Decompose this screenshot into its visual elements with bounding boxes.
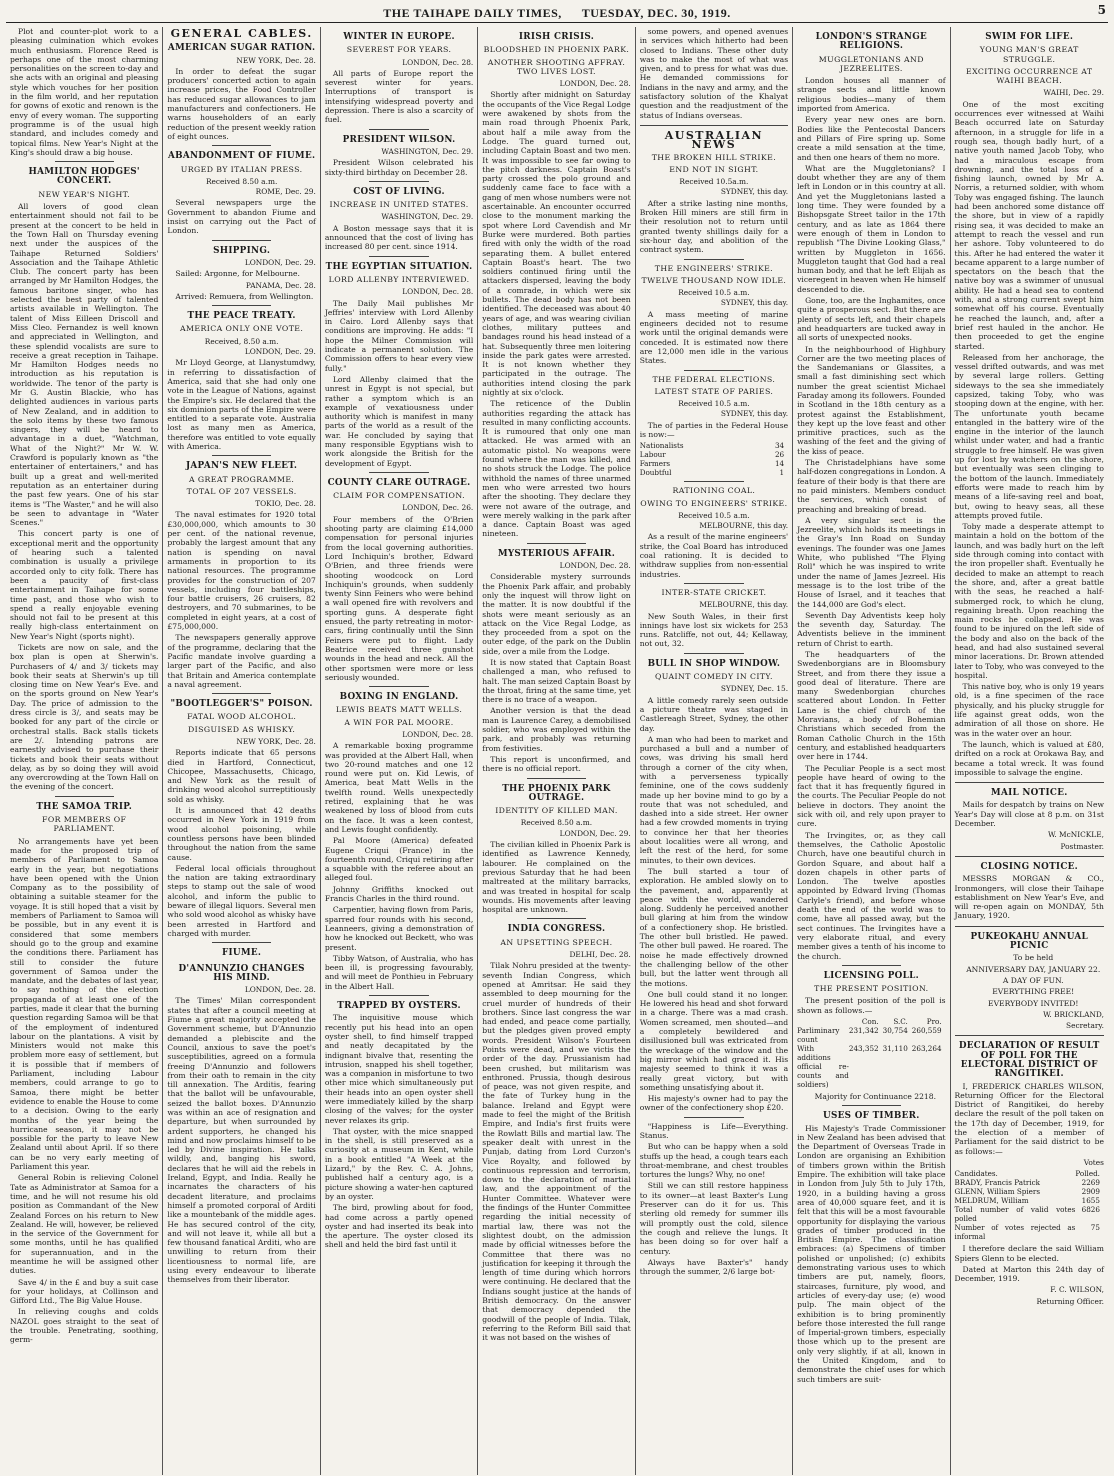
poll-majority: Majority for Continuance 2218. xyxy=(814,1091,936,1101)
article-paragraph: One bull could stand it no longer. He lowered his head and shot forward in a charge. There was a mad crash. Women screamed, men shouted—and a completely bewildered and disillusioned bull was extricated from the wreckage of the window and the big mirror which had graced it. His majesty seemed to think it was a really great victory, but with something unsatisfying about it. xyxy=(639,989,789,1092)
dateline: MELBOURNE, this day. xyxy=(699,600,789,610)
divider xyxy=(842,965,901,966)
subhead: A WIN FOR PAL MOORE. xyxy=(344,717,454,727)
headline-phoenix-park: THE PHOENIX PARK OUTRAGE. xyxy=(502,783,611,803)
headline-boxing: BOXING IN ENGLAND. xyxy=(339,692,459,703)
headline-closing-notice: CLOSING NOTICE. xyxy=(980,861,1079,872)
article-paragraph: Considerable mystery surrounds the Phoenix Park affair, and probably only the inquest will throw light on the matter. It is now doubtful if the shots were meant seriously as an attack on the Vice Regal Lodge, as they proceeded from a spot on the outer edge, of the park on the Dublin side, over a mile from the Lodge. xyxy=(482,572,631,656)
received-time: Received, 8.50 a.m. xyxy=(204,336,279,346)
article-paragraph: The Times' Milan correspondent states that after a council meeting at Fiume a great majority accepted the Government scheme, but D'Annunzio demanded a plebiscite and the Council, anxious to save the poet's susceptibilities, agreed on a formula freeing D'Annunzio and followers from their oath to remain in the city till annexation. The Arditis, fearing that the ballot will be unfavourable, seized the ballot boxes. D'Annunzio was within an ace of resignation and departure, but when surrounded by ardent supporters, he changed his mind and now proclaims himself to be led by Divine inspiration. He talks wildly, and, banging his sword, declares that he will aid the rebels in Ireland, Egypt, and India. Really he incarnates the characters of his decadent literature, and proclaims himself a promoted corporal of Arditi like a mountebank of the middle ages. He has secured control of the city, and will not leave it, while all but a few thousand fanatical Arditi, who are unwilling to return from their licentiousness to normal life, are using every endeavour to liberate themselves from their liberator. xyxy=(167,996,316,1285)
article-paragraph: Lord Allenby claimed that the unrest in Egypt is not special, but rather a symptom which is an example of vexatiousness under authority which is manifest in many parts of the world as a result of the war. He concluded by saying that many responsible Egyptians wish to work alongside the British for the development of Egypt. xyxy=(324,374,474,468)
article-paragraph: The Christadelphians have some half-dozen congregations in London. A feature of their body is that there are no paid ministers. Members conduct the services, which consist of preaching and breaking of bread. xyxy=(797,458,946,514)
subhead: AN UPSETTING SPEECH. xyxy=(500,937,613,947)
article-paragraph: The bull started a tour of exploration. He ambled slowly on to the pavement, and, apparently at peace with the world, wandered along. Suddenly he perceived another bull glaring at him from the window of a confectionery shop. He bristled. The other bull bristled. He pawed. The other bull pawed. He roared. The noise he made effectively drowned the challenging bellow of the other bull, but the latter went through all the motions. xyxy=(639,866,789,988)
subhead: FATAL WOOD ALCOHOL. xyxy=(187,712,297,722)
divider xyxy=(955,1035,1104,1036)
received-time: Received 10.5 a.m. xyxy=(678,510,750,520)
dateline: LONDON, Dec. 26. xyxy=(402,503,474,513)
headline-mail-notice: MAIL NOTICE. xyxy=(990,788,1068,799)
table-header-row: Candidates. Polled. xyxy=(954,1169,1100,1179)
picnic-line: EVERYTHING FREE! xyxy=(992,987,1075,997)
headline-dannunzio: D'ANNUNZIO CHANGES HIS MIND. xyxy=(178,963,305,983)
dateline: SYDNEY, Dec. 15. xyxy=(720,684,789,694)
article-paragraph: All lovers of good clean entertainment should not fail to be present at the concert to be held in the Town Hall on Thursday evening next under the auspices of the Taihape Returned Soldiers' Association and the Taihape Athletic Club. The concert party has been arranged by Mr Hamilton Hodges, the famous baritone singer, who has selected the best party of talented artists available in Wellington. The talent of Miss Eilleen Driscoll and Miss Cleo. Fernandez is well known and appreciated in Wellington, and these splendid vocalists are sure to receive a great reception in Taihape. Mr Hamilton Hodges needs no introduction as his reputation is worldwide. The tenor of the party is Mr G. Austin Blackie, who has delighted audiences in various parts of New Zealand, and in addition to the solo items by these two famous singers, they will be heard to advantage in a duet, "Watchman, What of the Night?" Mr W. W. Crawford is popularly known as "the entertainer of entertainers," and has built up a great and well-merited reputation as an entertainer during the past few years. One of his star items is "The Waster," and he will also be seen to advantage in "Water Scenes." xyxy=(10,202,159,528)
article-paragraph: It is now stated that Captain Boast challenged a man, who refused to halt. The man seized Captain Boast by the throat, firing at the same time, yet there is no trace of a weapon. xyxy=(482,658,631,705)
table-row: With additions official re-counts and soldiers) 243,352 31,110 263,264 xyxy=(797,1043,942,1089)
headline-irish-crisis: IRISH CRISIS. xyxy=(518,32,595,42)
divider xyxy=(212,145,271,146)
subhead: THE BROKEN HILL STRIKE. xyxy=(651,152,777,162)
subhead: THE ENGINEERS' STRIKE. xyxy=(654,263,774,273)
article-paragraph: Released from her anchorage, the vessel drifted outwards, and was met by several large rollers. Getting sideways to the sea she immediately capsized, taking Toby, who was stooping down at the engine, with her. The unfortunate youth became entangled in the battery wire of the engine in the interior of the launch whilst under water, and had a frantic struggle to free himself. He was given up for lost by watchers on the shore, but eventually was seen clinging to the bottom of the launch. Immediately efforts were made to reach him by means of a life-saving reel and boat, but, owing to heavy seas, all these attempts proved futile. xyxy=(954,352,1104,520)
headline-trapped-oysters: TRAPPED BY OYSTERS. xyxy=(337,1001,461,1012)
subhead: NEW YEAR'S NIGHT. xyxy=(38,189,130,199)
article-paragraph: The bird, prowling about for food, had come across a partly opened oyster and had inserted its beak into the aperture. The oyster closed its shell and held the bird fast until it xyxy=(324,1203,474,1250)
divider xyxy=(842,1105,901,1106)
headline-japan-fleet: JAPAN'S NEW FLEET. xyxy=(185,461,298,472)
subhead: THE FEDERAL ELECTIONS. xyxy=(652,374,776,384)
dateline: LONDON, Dec. 29. xyxy=(559,828,631,838)
subhead: EXCITING OCCURRENCE AT WAIHI BEACH. xyxy=(966,66,1093,86)
article-paragraph: Tickets are now on sale, and the box plan is open at Sherwin's. Purchasers of 4/ and 3/ tickets may book their seats at Sherwin's up till closing time on New Year's Eve. and on the sports ground on New Year's Day. The price of admission to the dress circle is 3/, and seats may be booked for any part of the circle or orchestral stalls. Back stalls tickets are 2/. Intending patrons are earnestly advised to purchase their tickets and book their seats without delay, as by so doing they will avoid any overcrowding at the Town Hall on the evening of the concert. xyxy=(10,643,159,792)
column-2 xyxy=(163,27,320,1475)
article-paragraph: The newspapers generally approve of the programme, declaring that the Pacific mandate involve guarding a larger part of the Pacific, and also that Britain and America contemplate a naval agreement. xyxy=(167,633,316,689)
divider xyxy=(212,693,271,694)
subhead: QUAINT COMEDY IN CITY. xyxy=(654,672,773,682)
picnic-line: ANNIVERSARY DAY, JANUARY 22. xyxy=(966,964,1101,974)
signature: F. C. WILSON, xyxy=(1050,1285,1104,1295)
picnic-line: EVERYBODY INVITED! xyxy=(988,998,1079,1008)
dateline: DELHI, Dec. 28. xyxy=(569,950,631,960)
article-paragraph: The naval estimates for 1920 total £30,000,000, which amounts to 30 per cent. of the national revenue, probably the largest amount that any nation is spending on naval armaments in proportion to its national resources. The programme provides for the construction of 207 vessels, including four battleships, four battle cruisers, 26 cruisers, 82 destroyers, and 70 submarines, to be completed in eight years, at a cost of £75,000,000. xyxy=(167,510,316,632)
dateline: MELBOURNE, this day. xyxy=(699,521,789,531)
table-row: GLENN, William Spiers 2909 xyxy=(954,1187,1100,1197)
article-paragraph: Several newspapers urge the Government to abandon Fiume and insist on carrying out the Pact of London. xyxy=(167,198,316,236)
divider xyxy=(684,481,743,482)
headline-mysterious-affair: MYSTERIOUS AFFAIR. xyxy=(497,548,616,559)
subhead: IDENTITY OF KILLED MAN. xyxy=(495,806,618,816)
article-paragraph: Mr Lloyd George, at Llanystumdwy, in referring to dissatisfaction of America, said that she had only one vote in the League of Nations, against the Empire's six. He declared that the six dominion parts of the Empire were entitled to a separate vote. Australia lost as many men as America, therefore was entitled to vote equally with America. xyxy=(167,358,316,451)
election-table xyxy=(955,1169,1104,1241)
dateline: LONDON, Dec. 29. xyxy=(244,257,316,267)
signature-title: Postmaster. xyxy=(1060,841,1104,851)
column-3 xyxy=(321,27,478,1475)
masthead-date: TUESDAY, DEC. 30, 1919. xyxy=(581,5,731,20)
party-table xyxy=(640,441,788,477)
dateline: LONDON, Dec. 28. xyxy=(244,985,316,995)
article-paragraph: Federal local officials throughout the nation are taking extraordinary steps to stamp out the sale of wood alcohol, and inform the public to beware of illegal liquors. Several men who sold wood alcohol as whisky have been arrested in Hartford and charged with murder. xyxy=(167,863,316,938)
headline-bull-shop-window: BULL IN SHOP WINDOW. xyxy=(647,658,781,669)
advert-paragraph: In relieving coughs and colds NAZOL goes straight to the seat of the trouble. Penetrating, soothing, germ- xyxy=(10,1307,159,1345)
subhead: LATEST STATE OF PARIES. xyxy=(654,386,774,396)
notice-paragraph: Mails for despatch by trains on New Year's Day will close at 8 p.m. on 31st December. xyxy=(954,800,1104,829)
table-row: MELDRUM, William 1655 xyxy=(954,1196,1100,1206)
dateline: SYDNEY, this day. xyxy=(720,298,789,308)
received-time: Received 10.5 a.m. xyxy=(678,399,750,409)
subhead: CLAIM FOR COMPENSATION. xyxy=(333,491,465,501)
headline-shipping: SHIPPING. xyxy=(213,245,271,256)
article-paragraph: Tibby Watson, of Australia, who has been ill, is progressing favourably, and will meet de Ponthieu in February in the Albert Hall. xyxy=(324,953,474,991)
subhead: URGED BY ITALIAN PRESS. xyxy=(180,164,303,174)
dateline: TOKIO, Dec. 28. xyxy=(255,499,316,509)
divider xyxy=(527,543,586,544)
headline-president-wilson: PRESIDENT WILSON. xyxy=(342,134,456,145)
advert-paragraph: Save 4/ in the £ and buy a suit case for your holidays, at Collinson and Gifford Ltd., The Big Value House. xyxy=(10,1277,159,1306)
article-paragraph: A Boston message says that it is announced that the cost of living has increased 80 per cent. since 1914. xyxy=(324,223,474,252)
article-paragraph: All parts of Europe report the severest winter for years. Interruptions of transport is intensifying widespread poverty and depression. There is also a scarcity of fuel. xyxy=(324,68,474,125)
divider xyxy=(527,778,586,779)
divider xyxy=(640,125,788,126)
masthead xyxy=(6,4,1108,23)
table-row: Farmers 14 xyxy=(639,459,785,469)
article-paragraph: The present position of the poll is shown as follows.— xyxy=(797,996,946,1015)
dateline: SYDNEY, this day. xyxy=(720,187,789,197)
subhead: SEVEREST FOR YEARS. xyxy=(346,45,452,55)
article-paragraph: A man who had been to market and purchased a bull and a number of cows, was driving his small herd through a corner of the city when, with a perverseness typically feminine, one of the cows suddenly made up her bovine mind to go by a route that was not scheduled, and dashed into a side street. Her owner had a few crowded moments in trying to convince her that her theories about localities were all wrong, and left the rest of the herd, for some minutes, to their own devices. xyxy=(639,734,789,865)
article-paragraph: A very singular sect is the Jezreelite, which holds its meetings in the Gray's Inn Road on Sunday evenings. The founder was one James White, who published "The Flying Roll" which he was inspired to write under the name of James Jezreel. His message is to the lost tribe of the House of Israel, and it teaches that the 144,000 are God's elect. xyxy=(797,515,946,609)
article-paragraph: Pal Moore (America) defeated Eugene Criqui (France) in the fourteenth round, Criqui retiring after a squabble with the referee about an alleged foul. xyxy=(324,836,474,883)
signature-title: Returning Officer. xyxy=(1036,1296,1104,1306)
subhead: LORD ALLENBY INTERVIEWED. xyxy=(328,274,470,284)
article-paragraph: Reports indicate that 65 persons died in Hartford, Connecticut, Chicopee, Massachusetts, Chicago, and New York as the result of drinking wood alcohol surreptitiously sold as whisky. xyxy=(167,748,316,804)
divider xyxy=(369,129,428,130)
article-paragraph: President Wilson celebrated his sixty-third birthday on December 28. xyxy=(324,158,474,177)
subhead: THE PRESENT POSITION. xyxy=(814,984,929,994)
divider xyxy=(684,259,743,260)
section-title-australian-news: AUSTRALIAN NEWS xyxy=(664,128,764,152)
headline-egyptian-situation: THE EGYPTIAN SITUATION. xyxy=(325,261,473,272)
notice-paragraph: Dated at Marton this 24th day of December, 1919. xyxy=(954,1264,1104,1284)
table-row: Number of votes rejected as informal 75 xyxy=(954,1223,1100,1242)
subhead: MUGGLETONIANS AND JEZREELITES. xyxy=(818,54,924,73)
article-paragraph: This report is unconfirmed, and there is no official report. xyxy=(482,754,631,774)
headline-county-clare: COUNTY CLARE OUTRAGE. xyxy=(327,477,471,488)
headline-sugar-ration: AMERICAN SUGAR RATION. xyxy=(167,43,316,54)
column-4 xyxy=(478,27,635,1475)
article-paragraph: After a strike lasting nine months, Broken Hill miners are still firm in their resolution not to return until granted twenty shillings daily for a six-hour day, and abolition of the contract system. xyxy=(639,198,789,255)
dateline: WAIHI, Dec. 29. xyxy=(1043,88,1104,98)
dateline: WASHINGTON, Dec. 29. xyxy=(381,212,474,222)
signature-title: Secretary. xyxy=(1066,1021,1104,1031)
article-paragraph: A remarkable boxing programme was provided at the Albert Hall, when two 20-round matches and one 12 round were put on. Kid Lewis, of America, beat Matt Wells in the twelfth round. Wells unexpectedly retired, explaining that he was weakened by loss of blood from cuts on the face. It was a keen contest, and Lewis fought confidently. xyxy=(324,741,474,834)
divider xyxy=(955,856,1104,857)
article-paragraph: One of the most exciting occurrences ever witnessed at Waihi Beach occurred late on Saturday afternoon, in a struggle for life in a rough sea, though badly hurt, of a native youth named Jacob Toby, who had a miraculous escape from drowning, and the total loss of a fishing launch, owned by Mr A. Norris, a returned soldier, with whom Toby was engaged fishing. The launch had been anchored some distance off the shore, but in view of a rapidly rising sea, it was decided to make an attempt to reach the vessel and run her ashore. Toby volunteered to do this. After he had entered the water it became apparent to a large number of spectators on the beach that the native boy was a swimmer of unusual ability. He had a head sea to contend with, and a strong current swept him somewhat off his course. Eventually he reached the launch, and, after a brief rest hauled in the anchor. He then proceeded to get the engine started. xyxy=(954,99,1104,351)
divider xyxy=(55,161,114,162)
headline-fiume-2: FIUME. xyxy=(221,948,262,959)
headline-peace-treaty: THE PEACE TREATY. xyxy=(187,311,296,322)
divider xyxy=(684,653,743,654)
headline-bootlegger: "BOOTLEGGER'S" POISON. xyxy=(170,699,313,710)
received-time: Received 8.50 a.m. xyxy=(520,818,593,828)
article-paragraph: It is announced that 42 deaths occurred in New York in 1919 from wood alcohol poisoning, while countless persons have been blinded throughout the nation from the same cause. xyxy=(167,806,316,862)
dateline: NEW YORK, Dec. 28. xyxy=(236,55,316,65)
votes-label: Votes xyxy=(1083,1157,1104,1167)
headline-samoa-trip: THE SAMOA TRIP. xyxy=(36,801,133,812)
column-6 xyxy=(793,27,950,1475)
dateline: WASHINGTON, Dec. 29. xyxy=(381,146,474,156)
signature: W. McNICKLE, xyxy=(1048,830,1104,840)
article-paragraph: Every year new ones are born. Bodies like the Pentecostal Dancers and Pillars of Fire spring up. Some create a mild sensation at the time, and then one hears of them no more. xyxy=(797,115,946,162)
shipping-line: Sailed: Argonne, for Melbourne. xyxy=(175,269,300,279)
article-paragraph: In order to defeat the sugar producers' concerted action to again increase prices, the Food Controller has reduced sugar allowances to jam manufacturers and confectioners. He warns householders of an early reduction of the present weekly ration of eight ounces. xyxy=(167,66,316,141)
article-paragraph: Shortly after midnight on Saturday the occupants of the Vice Regal Lodge were awakened by shots from the main road through Phoenix Park, about half a mile away from the Lodge. The guard turned out, including Captain Boast and two men. It was impossible to see far owing to the pitch darkness. Captain Boast's party crossed the polo ground and suddenly came face to face with a gang of men whose numbers were not ascertainable. An encounter occurred close to the monument marking the spot where Lord Cavendish and Mr Burke were murdered. Both parties fired with only the width of the road separating them. A bullet entered Captain Boast's heart. The two soldiers continued firing until the attackers dispersed, leaving the body of a comrade, in which were six bullets. The dead body has not been identified. The deceased was about 40 years of age, and was wearing civilian clothes, military puttees and bandages round his head instead of a hat. Subsequently three men loitering inside the park gates were arrested. It is not known whether they participated in the outrage. The authorities intend closing the park nightly at six o'clock. xyxy=(482,90,631,397)
subhead: AMERICA ONLY ONE VOTE. xyxy=(179,324,304,334)
divider xyxy=(684,583,743,584)
article-paragraph: A little comedy rarely seen outside a picture theatre was staged in Castlereagh Street, Sydney, the other day. xyxy=(639,695,789,733)
dateline: SYDNEY, this day. xyxy=(720,409,789,419)
dateline: LONDON, Dec. 29. xyxy=(244,347,316,357)
advert-paragraph: Still we can still restore happiness to its owner—at least Baxter's Lung Preserver can do it for us. This sterling old remedy for summer ills will promptly oust the cold, silence the cough and relieve the lungs. It has been doing so for over half a century. xyxy=(639,1181,789,1256)
headline-swim-for-life: SWIM FOR LIFE. xyxy=(985,32,1074,42)
column-5 xyxy=(636,27,793,1475)
article-paragraph: The reticence of the Dublin authorities regarding the attack has resulted in many conflicting accounts. It is rumoured that only one man attacked. He was armed with an automatic pistol. No weapons were found where the man was killed, and no shots struck the Lodge. The police withhold the names of three unarmed men who were arrested two hours after the shooting. They declare they were not aware of the outrage, and were merely walking in the park after a dance. Captain Boast was aged nineteen. xyxy=(482,399,631,539)
subhead: RATIONING COAL. xyxy=(672,486,756,496)
divider xyxy=(369,256,428,257)
subhead: BLOODSHED IN PHOENIX PARK. xyxy=(483,45,630,55)
headline-hamilton-hodges: HAMILTON HODGES' CONCERT. xyxy=(28,167,140,187)
article-paragraph: Gone, too, are the Inghamites, once quite a prosperous sect. But there are plenty of sects left, and their chapels and headquarters are tucked away in all sorts of unexpected nooks. xyxy=(797,296,946,343)
column-7 xyxy=(951,27,1108,1475)
subhead: FOR MEMBERS OF PARLIAMENT. xyxy=(42,815,127,834)
article-paragraph: The Irvingites, or, as they call themselves, the Catholic Apostolic Church, have one beautiful church in Gordon Square, and about half a dozen chapels in other parts of London. The twelve apostles appointed by Edward Irving (Thomas Carlyle's friend), and before whose death the end of the world was to come, have all passed away, but the sect continues. The Irvingites have a very elaborate ritual, and every member gives a tenth of his income to the church. xyxy=(797,830,946,961)
notice-paragraph: I, FREDERICK CHARLES WILSON, Returning Officer for the Electoral District of Rangitikei, do hereby declare the result of the poll taken on the 17th day of December, 1919, for the election of a member of Parliament for the said district to be as follows:— xyxy=(954,1081,1104,1156)
divider xyxy=(369,181,428,182)
notice-paragraph: MESSRS MORGAN & CO., Ironmongers, will close their Taihape establishment on New Year's Eve, and will re-open again on MONDAY, 5th January, 1920. xyxy=(954,874,1104,921)
divider xyxy=(212,455,271,456)
article-paragraph: His Majesty's Trade Commissioner in New Zealand has been advised that the Department of Overseas Trade in London are organising an Exhibition of timbers grown within the British Empire. The exhibition will take place in London from July 5th to July 17th, 1920, in a building having a gross area of 40,000 square feet, and it is felt that this will be a most favourable opportunity for displaying the various grades of timber produced in the British Empire. The classification embraces: (a) Specimens of timber polished or unpolished; (c) exhibits demonstrating various uses to which timbers are put, namely, floors, staircases, furniture, ply wood, and articles of every-day use; (e) wood pulp. The main object of the exhibition is to bring prominently before those interested the full range of Imperial-grown timbers, especially those which up to the present are only very slightly, if at all, known in the United Kingdom, and to demonstrate the chief uses for which such timbers are suit- xyxy=(797,1123,946,1384)
headline-london-religions: LONDON'S STRANGE RELIGIONS. xyxy=(815,32,928,52)
subhead: INTER-STATE CRICKET. xyxy=(661,587,767,597)
article-paragraph: General Robin is relieving Colonel Tate as Administrator at Samoa for a time, and he will not resume his old position as Commandant of the New Zealand Forces on his return to New Zealand. He will, however, be relieved in the service of the Government for some months, until he has qualified for superannuation, and in the meantime he will be assigned other duties. xyxy=(10,1173,159,1276)
dateline: LONDON, Dec. 28. xyxy=(559,561,631,571)
divider xyxy=(212,240,271,241)
article-paragraph: Another version is that the dead man is Laurence Carey, a demobilised soldier, who was employed within the park, and probably was returning from festivities. xyxy=(482,706,631,753)
picnic-line: A DAY OF FUN. xyxy=(1002,975,1064,985)
article-paragraph: His majesty's owner had to pay the owner of the confectionery shop £20. xyxy=(639,1094,789,1113)
table-row: Total number of valid votes polled 6826 xyxy=(954,1205,1100,1224)
subhead: TOTAL OF 207 VESSELS. xyxy=(186,486,297,496)
signature: W. BRICKLAND, xyxy=(1043,1009,1104,1019)
article-paragraph: No arrangements have yet been made for the proposed trip of members of Parliament to Samoa early in the year, but negotiations have been opened with the Union Company as to the possibility of obtaining a suitable steamer for the voyage. It is still hoped that a visit by members of Parliament to Samoa will be possible, but in any event it is considered that some members should go to the group and examine the conditions there. Parliament has still to consider the future government of Samoa under the mandate, and the debates of last year, to say nothing of the election propaganda of at least one of the parties, made it clear that the burning question regarding Samoa will be that of the employment of indentured labour on the plantations. A visit by Ministers would not make this problem more easy of settlement, but it is possible that if members of Parliament, including Labour members, could arrange to go to Samoa, there might be better evidence to enable the House to come to a decision. Owing to the early months of the year being the hurricane season, it may not be possible for the party to leave New Zealand until about April. If so there can be no very early meeting of Parliament this year. xyxy=(10,836,159,1172)
poll-table xyxy=(797,1017,945,1089)
subhead: OWING TO ENGINEERS' STRIKE. xyxy=(640,498,788,508)
masthead-title: THE TAIHAPE DAILY TIMES, xyxy=(383,5,562,20)
subhead: LEWIS BEATS MATT WELLS. xyxy=(335,705,463,715)
article-paragraph: As a result of the marine engineers' strike, the Coal Board has introduced coal rationing. It is decided to withdraw supplies from non-essential industries. xyxy=(639,532,789,579)
dateline: LONDON, Dec. 28. xyxy=(402,730,474,739)
subhead: ANOTHER SHOOTING AFFRAY. TWO LIVES LOST. xyxy=(487,57,626,76)
table-header-row: Con. S.C. Pro. xyxy=(861,1016,942,1026)
article-paragraph: Carpentier, having flown from Paris, sparred four rounds with his second, Leanneers, giving a demonstration of how he knocked out Beckett, who was present. xyxy=(324,905,474,952)
notice-paragraph: I therefore declare the said William Spiers Glenn to be elected. xyxy=(954,1244,1104,1263)
headline-declaration: DECLARATION OF RESULT OF POLL FOR THE ELECTORAL DISTRICT OF RANGITIKEI. xyxy=(958,1041,1100,1080)
article-paragraph: The Peculiar People is a sect most people have heard of owing to the fact that it has frequently figured in the courts. The Peculiar People do not believe in doctors. They anoint the sick with oil, and rely upon prayer to cure. xyxy=(797,763,946,829)
columns xyxy=(6,27,1108,1475)
subhead: INCREASE IN UNITED STATES. xyxy=(329,200,469,210)
article-paragraph: some powers, and opened avenues in services which hitherto had been closed to Indians. These other duty was to make the most of what was given, and to press for what was due. He demanded commissions for Indians in the navy and army, and the satisfactory solution of the Khalyat question and the readjustment of the status of Indians overseas. xyxy=(639,27,789,120)
headline-uses-of-timber: USES OF TIMBER. xyxy=(823,1111,920,1122)
received-time: Received 8.50 a.m. xyxy=(205,176,278,186)
film-review-paragraph: Plot and counter-plot work to a pleasing culmination which evokes much enthusiasm. Florence Reed is perhaps one of the most charming personalities on the screen to-day and she acts with an original and pleasing style which vouches for her position in the film world, and her reputation for gowns of exotic and renown is the envy of every woman. The supporting programme is of the usual high standard, and includes comedy and topical films. New Year's Night at the King's should draw a big house. xyxy=(10,27,159,157)
article-paragraph: The civilian killed in Phoenix Park is identified as Lawrence Kennedy, labourer. He complained on the previous Saturday that he had been maltreated at the military barracks, and was treated in hospital for scalp wounds. His movements after leaving hospital are unknown. xyxy=(482,840,631,915)
article-paragraph: The headquarters of the Swedenborgians are in Bloomsbury Street, and from there they issue a good deal of literature. There are many Swedenborgian churches scattered about London. In Fetter Lane is the chief church of the Moravians, a body of Bohemian Christians which seceded from the Roman Catholic Church in the 15th century, and established headquarters over here in 1744. xyxy=(797,650,946,762)
divider xyxy=(369,995,428,996)
divider xyxy=(955,926,1104,927)
column-1 xyxy=(6,27,163,1475)
divider xyxy=(684,370,743,371)
headline-picnic: PUKEOKAHU ANNUAL PICNIC xyxy=(970,931,1089,952)
article-paragraph: Four members of the O'Brien shooting party are claiming £14,000 compensation for personal injuries from the local governing authorities. Lord Inchiquin's brother, Edward O'Brien, and three friends were shooting woodcock on Lord Inchiquin's grounds, when suddenly twenty Sinn Feiners who were behind a wall opened fire with revolvers and sporting guns. A desperate fight ensued, the party retreating in motor-cars, firing continually until the Sinn Feiners were put to flight. Lady Beatrice received three gunshot wounds in the head and neck. All the other sportsmen were more or less seriously wounded. xyxy=(324,514,474,682)
dateline: ROME, Dec. 29. xyxy=(255,187,316,197)
table-row: Labour 26 xyxy=(639,450,785,460)
headline-fiume: ABANDONMENT OF FIUME. xyxy=(167,151,316,162)
subhead: TWELVE THOUSAND NOW IDLE. xyxy=(641,275,787,285)
divider xyxy=(684,1117,743,1118)
divider xyxy=(369,472,428,473)
article-paragraph: The of parties in the Federal House is now:— xyxy=(639,420,789,439)
divider xyxy=(212,942,271,943)
article-paragraph: Johnny Griffiths knocked out Francis Charles in the third round. xyxy=(324,884,474,904)
dateline: NEW YORK, Dec. 28. xyxy=(236,737,316,746)
advert-paragraph: But who can be happy when a sold stuffs up the head, a cough tears each throat-membrane, and chest troubles tortures the lungs? Why, no one! xyxy=(639,1142,789,1180)
divider xyxy=(212,305,271,306)
article-paragraph: Seventh Day Adventists keep holy the seventh day, Saturday. The Adventists believe in the imminent return of Christ to earth. xyxy=(797,610,946,648)
shipping-line: Arrived: Remuera, from Wellington. xyxy=(175,291,314,301)
dateline: LONDON, Dec. 28. xyxy=(402,57,474,67)
dateline: LONDON, Dec. 28. xyxy=(559,79,631,89)
divider xyxy=(527,918,586,919)
subhead: A GREAT PROGRAMME. xyxy=(188,474,295,484)
article-paragraph: Tilak Nohru presided at the twenty-seventh Indian Congress, which opened at Amritsar. He said they assembled to deep mourning for the cruel murder of hundreds of their brothers. Since last congress the war had ended, and peace come partially, but the pledges given proved empty words. President Wilson's Fourteen Points were dead, and we victis the order of the day. Prussianism had been crushed, but militarism was enthroned. Prussia, though desirous of peace, was not given respite, and the fate of Turkey hung in the balance. Ireland and Egypt were made to feel the might of the British Empire, and India's first fruits were the Rowlatt Bills and martial law. The speaker dealt with unrest in the Punjab, dating from Lord Curzon's Vice Royalty, and followed by continuous repression and terrorism, down to the declaration of martial law, and the appointment of the Hunter Committee. Whatever were the findings of the Hunter Committee regarding the initial necessity of martial law, there was not the slightest doubt, on the admission made by official witnesses before the Committee that there was no justification for keeping it through the length of time during which horrors were continuing. He declared that the Indians sought justice at the hands of British democracy. On the answer that democracy depended the goodwill of the people of India. Tilak, referring to the Reform Bill said that it was not based on the wishes of xyxy=(482,961,631,1343)
table-row: Parliminary count 231,342 30,754 260,559 xyxy=(797,1025,942,1044)
headline-winter-europe: WINTER IN EUROPE. xyxy=(343,32,455,42)
article-paragraph: The inquisitive mouse which recently put his head into an open oyster shell, to find himself trapped and neatly decapitated by the indignant bivalve that, resenting the intrusion, snapped his shell together, was a companion in misfortune to two other mice which simultaneously put their heads into an open oyster shell were immediately killed by the sharp closing of the valves; for the oyster never relaxes its grip. xyxy=(324,1013,474,1125)
advert-paragraph: Always have Baxter's" handy through the summer, 2/6 large bot- xyxy=(639,1257,789,1277)
headline-cost-of-living: COST OF LIVING. xyxy=(353,186,445,197)
page-number: 5 xyxy=(1097,3,1106,17)
article-paragraph: The launch, which is valued at £80, drifted on a rock at Orokawa Bay, and became a total wreck. It was found impossible to salvage the engine. xyxy=(954,739,1104,777)
article-paragraph: The Daily Mail publishes Mr Jeffries' interview with Lord Allenby in Cairo. Lord Allenby says that conditions are improving. He adds: "I hope the Milner Commission will indicate a permanent solution. The Commission offers to hear every view fully." xyxy=(324,298,474,373)
divider xyxy=(369,686,428,687)
received-time: Received 10.5a.m. xyxy=(679,177,749,187)
article-paragraph: New South Wales, in their first innings have lost six wickets for 253 runs. Ratcliffe, not out, 44; Kellaway, not out, 32. xyxy=(639,611,789,649)
table-row: Nationalists 34 xyxy=(639,441,785,451)
headline-india-congress: INDIA CONGRESS. xyxy=(507,924,606,935)
picnic-line: To be held xyxy=(1013,953,1054,963)
dateline: PANAMA, Dec. 28. xyxy=(245,280,316,290)
article-paragraph: In the neighbourhood of Highbury Corner are the two meeting places of the Sandemanians or Glassites, a small a fast diminishing sect which number the great scientist Michael Faraday among its followers. Founded in Scotland in the 18th century as a protest against the Establishment, they kept up the love feast and other primitive practices, such as the washing of the feet and the giving of the kiss of peace. xyxy=(797,344,946,456)
subhead: YOUNG MAN'S GREAT STRUGGLE. xyxy=(979,45,1079,64)
article-paragraph: What are the Muggletonians? I doubt whether they are any of them left in London or in this country at all. And yet the Muggletonians lasted a long time. They were founded by a Bishopsgate Street tailor in the 17th century, and as late as 1864 there were enough of them in London to republish "The Divine Looking Glass," written by Muggleton in 1656. Muggleton taught that God had a real human body, and that he left Elijah as viceregent in heaven when He himself descended to die. xyxy=(797,163,946,294)
subhead: END NOT IN SIGHT. xyxy=(669,164,759,174)
article-paragraph: This native boy, who is only 19 years old, is a fine specimen of the race physically, and his plucky struggle for life against great odds, won the admiration of all those on shore. He was in the water over an hour. xyxy=(954,682,1104,738)
divider xyxy=(55,796,114,797)
article-paragraph: This concert party is one of exceptional merit and the opportunity of hearing such a talented combination is usually a privilege accorded only to city folk. There has been a paucity of first-class entertainment in Taihape for some time past, and those who wish to spend a really enjoyable evening should not fail to be present at this really high-class entertainment on New Year's Night (sports night). xyxy=(10,529,159,641)
article-paragraph: Toby made a desperate attempt to maintain a hold on the bottom of the launch, and was badly hurt on the left side through coming into contact with the iron propeller shaft. Eventually he decided to make an attempt to reach the shore, and, after a great battle with the seas, he reached a half-submerged rock, to which he clung, regaining breath. Upon reaching the main rocks he collapsed. He was found to be injured on the left side of the body and also on the back of the head, and had also sustained several minor lacerations. Dr. Brown attended later to Toby, who was conveyed to the hospital. xyxy=(954,522,1104,680)
article-paragraph: A mass meeting of marine engineers decided not to resume work until the original demands were conceded. It is estimated now there are 12,000 men idle in the various States. xyxy=(639,309,789,366)
article-paragraph: London houses all manner of strange sects and little known religious bodies—many of them imported from America. xyxy=(797,76,946,114)
subhead: DISGUISED AS WHISKY. xyxy=(188,724,296,734)
table-row: BRADY, Francis Patrick 2269 xyxy=(954,1178,1100,1188)
section-title-general-cables: GENERAL CABLES. xyxy=(170,27,313,40)
table-row: Doubtful 1 xyxy=(639,468,785,478)
headline-licensing-poll: LICENSING POLL. xyxy=(823,970,919,981)
received-time: Received 10.5 a.m. xyxy=(678,288,750,298)
divider xyxy=(955,782,1104,783)
article-paragraph: That oyster, with the mice snapped in the shell, is still preserved as a curiosity at a museum in Kent, while in a book entitled "A Week at the Lizard," by the Rev. C. A. Johns, published half a century ago, is a picture showing a water-hen captured by an oyster. xyxy=(324,1126,474,1201)
dateline: LONDON, Dec. 28. xyxy=(402,287,474,297)
advert-paragraph: "Happiness is Life—Everything. Stanus. xyxy=(639,1121,789,1140)
